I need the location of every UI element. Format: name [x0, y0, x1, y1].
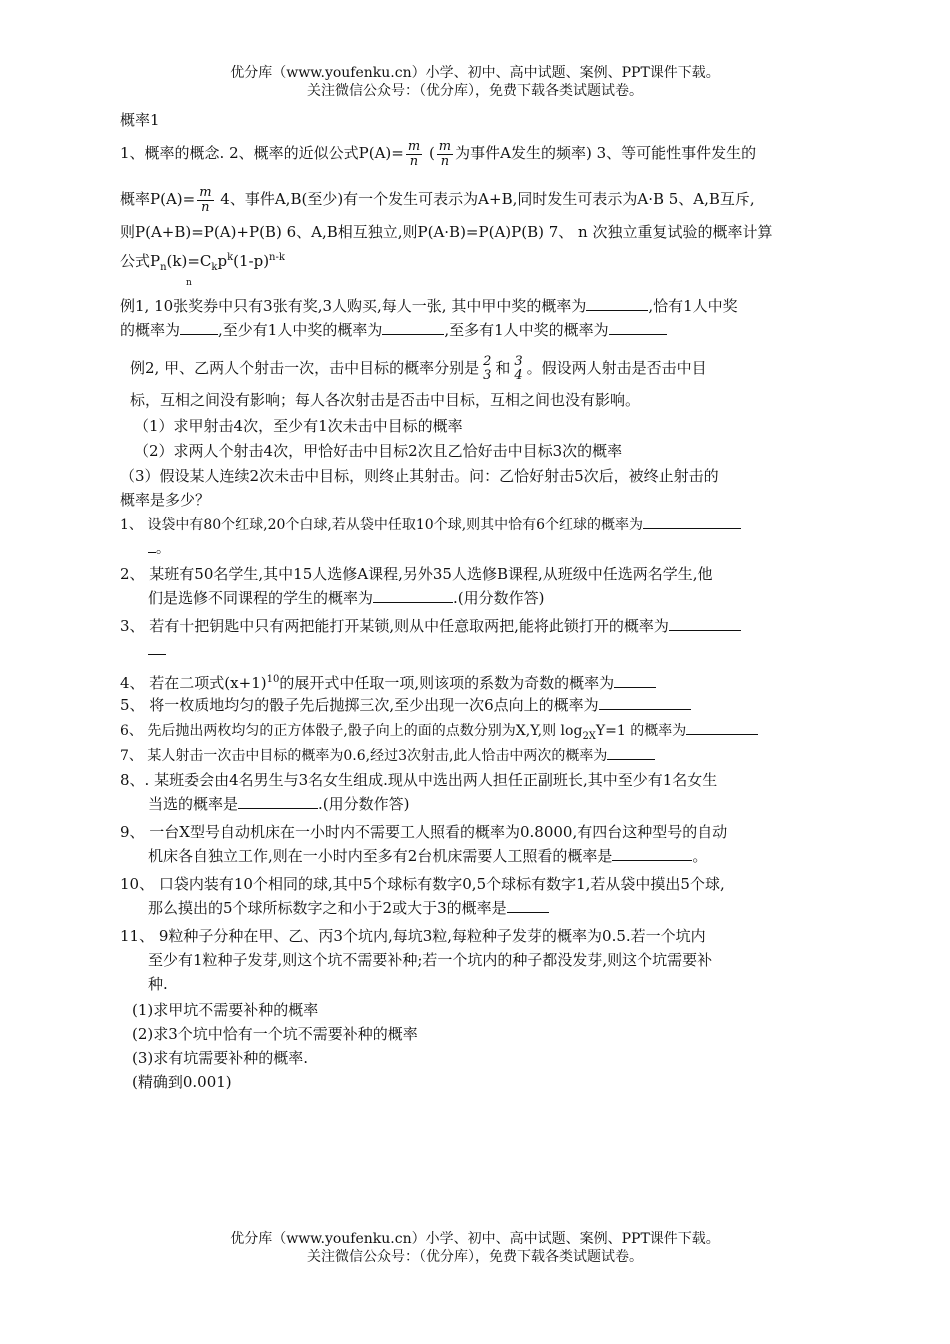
concept-line-1 [120, 135, 865, 175]
fraction-two-thirds: 2 3 [483, 354, 492, 383]
answer-blank[interactable] [238, 793, 318, 809]
answer-blank[interactable] [612, 845, 692, 861]
problem-8: 8、. 某班委会由4名男生与3名女生组成.现从中选出两人担任正副班长,其中至少有1名女生 [120, 771, 718, 789]
problem-3: 3、 若有十把钥匙中只有两把能打开某锁,则从中任意取两把,能将此锁打开的概率为 [120, 615, 865, 639]
answer-blank[interactable] [614, 672, 656, 688]
problem-11-sub-3: (3)求有坑需要补种的概率. [132, 1049, 309, 1067]
concept-text: ( [428, 144, 435, 162]
problem-7: 7、 某人射击一次击中目标的概率为0.6,经过3次射击,此人恰击中两次的概率为 [120, 744, 865, 769]
fraction-m-over-n: $\frac{m}{n}$ [438, 138, 452, 169]
answer-blank[interactable] [148, 639, 166, 655]
example-2-line-1: 例2, 甲、乙两人个射击一次，击中目标的概率分别是 2 3 和 3 4 。假设两人射击是否击中目 [130, 354, 707, 383]
problem-1-cont: 。 [120, 537, 865, 563]
problem-6: 6、 先后抛出两枚均匀的正方体骰子,骰子向上的面的点数分别为X,Y,则 $\log_{2X}Y=1$ 的概率为 [120, 719, 865, 744]
concept-text: 4、事件A,B(至少)有一个发生可表示为A+B,同时发生可表示为A·B 5、A,B互斥, [215, 190, 755, 208]
problem-4: 4、 若在二项式$(x+1)^{10}$的展开式中任取一项,则该项的系数为奇数的概率为 [120, 669, 865, 694]
example-2-question-1: （1）求甲射击4次，至少有1次未击中目标的概率 [134, 417, 463, 435]
header-line-1: 优分库（www.youfenku.cn）小学、初中、高中试题、案例、PPT课件下载。 [230, 65, 720, 81]
concept-line-3: 则P(A+B)=P(A)+P(B) 6、A,B相互独立,则P(A·B)=P(A)P(B) 7、 n 次独立重复试验的概率计算 [120, 223, 773, 241]
problem-11-sub-2: (2)求3个坑中恰有一个坑不需要补种的概率 [132, 1025, 418, 1043]
problem-10-cont: 那么摸出的5个球所标数字之和小于2或大于3的概率是 [120, 897, 865, 925]
example-1-line-2: 的概率为 ,至少有1人中奖的概率为 ,至多有1人中奖的概率为 [120, 319, 865, 347]
answer-blank[interactable] [586, 295, 648, 311]
concept-text: 1、概率的概念. 2、概率的近似公式P(A)= [120, 144, 404, 162]
example-2-question-3: （3）假设某人连续2次未击中目标，则终止其射击。问：乙恰好射击5次后，被终止射击的 [120, 467, 719, 485]
example-2-question-3-cont: 概率是多少？ [120, 491, 211, 509]
answer-blank[interactable] [643, 513, 741, 529]
page-header [0, 64, 950, 100]
problem-2-cont: 们是选修不同课程的学生的概率为 .(用分数作答) [148, 589, 545, 607]
answer-blank[interactable] [373, 587, 453, 603]
problem-5: 5、 将一枚质地均匀的骰子先后抛掷三次,至少出现一次6点向上的概率为 [120, 694, 865, 719]
example-2-line-2: 标，互相之间没有影响；每人各次射击是否击中目标，互相之间也没有影响。 [130, 391, 641, 409]
footer-line-1: 优分库（www.youfenku.cn）小学、初中、高中试题、案例、PPT课件下载。 [230, 1231, 720, 1247]
example-2-question-2: （2）求两人个射击4次，甲恰好击中目标2次且乙恰好击中目标3次的概率 [134, 442, 623, 460]
concept-text: 概率P(A)= [120, 190, 196, 208]
problem-10: 10、 口袋内装有10个相同的球,其中5个球标有数字0,5个球标有数字1,若从袋中摸出5个球, [120, 875, 725, 893]
fraction-m-over-n: $\frac{m}{n}$ [199, 184, 212, 215]
concept-text: 为事件A发生的频率) 3、等可能性事件发生的 [455, 144, 757, 162]
example-1-line-1: 例1, 10张奖券中只有3张有奖,3人购买,每人一张, 其中甲中奖的概率为 ,恰有1人中奖 [120, 297, 738, 315]
header-line-2: 关注微信公众号：（优分库），免费下载各类试题试卷。 [307, 83, 643, 99]
concept-line-4: 公式$P_n(k)=C_kp^k(1-p)^{n-k}$ n [120, 247, 865, 283]
concept-line-2 [120, 181, 865, 221]
page-footer [0, 1230, 950, 1266]
problem-11-precision-note: (精确到0.001) [132, 1073, 232, 1091]
section-title: 概率1 [120, 111, 160, 129]
problem-2: 2、 某班有50名学生,其中15人选修A课程,另外35人选修B课程,从班级中任选两名学生,他 [120, 565, 713, 583]
fraction-three-quarters: 3 4 [514, 354, 523, 383]
footer-line-2: 关注微信公众号：（优分库），免费下载各类试题试卷。 [307, 1249, 643, 1265]
stray-subscript: n [186, 278, 192, 288]
problem-11: 11、 9粒种子分种在甲、乙、丙3个坑内,每坑3粒,每粒种子发芽的概率为0.5.若一个坑内 [120, 927, 706, 945]
answer-blank[interactable] [607, 744, 655, 760]
problem-8-cont: 当选的概率是 .(用分数作答) [148, 795, 410, 813]
answer-blank[interactable] [609, 319, 667, 335]
answer-blank[interactable] [507, 897, 549, 913]
problem-9: 9、 一台X型号自动机床在一小时内不需要工人照看的概率为0.8000,有四台这种型号的自动 [120, 823, 728, 841]
problem-11-cont-2: 种. [148, 975, 168, 993]
answer-blank[interactable] [669, 615, 741, 631]
problem-1: 1、 设袋中有80个红球,20个白球,若从袋中任取10个球,则其中恰有6个红球的概率为 [120, 513, 865, 537]
fraction-m-over-n: $\frac{m}{n}$ [407, 138, 421, 169]
problem-9-cont: 机床各自独立工作,则在一小时内至多有2台机床需要人工照看的概率是 。 [148, 847, 708, 865]
problem-3-cont [120, 639, 865, 669]
answer-blank[interactable] [382, 319, 444, 335]
problem-11-sub-1: (1)求甲坑不需要补种的概率 [132, 1001, 319, 1019]
answer-blank[interactable] [180, 319, 218, 335]
answer-blank[interactable] [599, 694, 691, 710]
answer-blank[interactable] [148, 537, 156, 553]
main-content [120, 109, 865, 1095]
problem-11-cont-1: 至少有1粒种子发芽,则这个坑不需要补种;若一个坑内的种子都没发芽,则这个坑需要补 [148, 951, 713, 969]
answer-blank[interactable] [686, 719, 758, 735]
